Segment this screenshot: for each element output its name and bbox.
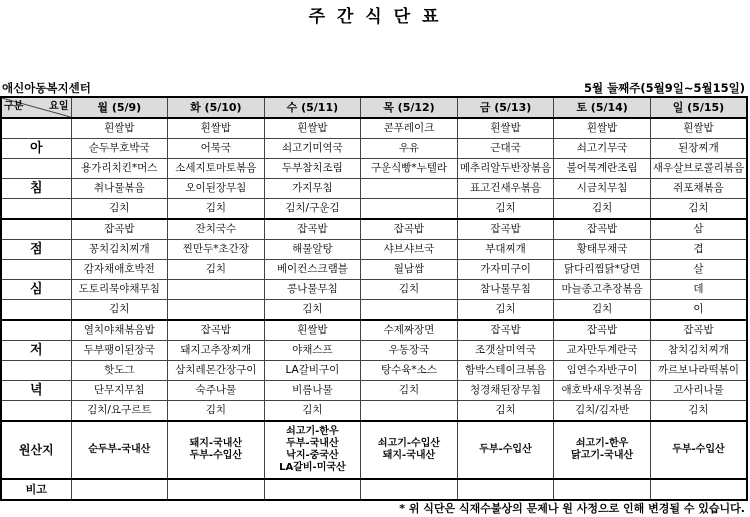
yoil-label: 요일 (49, 101, 69, 112)
origin-cell (554, 421, 651, 479)
menu-cell: 까르보나라떡볶이 (650, 361, 747, 381)
menu-cell: 살 (650, 260, 747, 280)
organization-name: 애신아동복지센터 (2, 81, 91, 95)
menu-cell: 데 (650, 280, 747, 300)
menu-cell: 김치/김자반 (554, 401, 651, 422)
menu-cell: 잡곡밥 (168, 320, 265, 341)
menu-cell: 우동장국 (361, 341, 458, 361)
meal-row (1, 401, 747, 422)
dinner-label-cell (1, 401, 71, 422)
menu-cell: 두부참치조림 (264, 159, 361, 179)
note-cell (457, 479, 554, 500)
day-header: 목 (5/12) (361, 97, 458, 118)
menu-cell: 소세지토마토볶음 (168, 159, 265, 179)
menu-cell: 야채스프 (264, 341, 361, 361)
meal-row (1, 240, 747, 260)
menu-cell: 표고건새우볶음 (457, 179, 554, 199)
origin-line: 두부-수입산 (672, 444, 725, 455)
note-cell (361, 479, 458, 500)
day-header: 토 (5/14) (554, 97, 651, 118)
meal-row (1, 118, 747, 139)
menu-cell: 애호박새우젓볶음 (554, 381, 651, 401)
origin-line: 쇠고기-한우 (575, 438, 629, 449)
lunch-label-bottom: 심 (1, 280, 71, 300)
origin-line: LA갈비-미국산 (279, 462, 346, 473)
menu-cell: 흰쌀밥 (650, 118, 747, 139)
origin-line: 닭고기-국내산 (571, 450, 634, 461)
menu-cell: 잡곡밥 (554, 219, 651, 240)
menu-cell: 찐만두*초간장 (168, 240, 265, 260)
menu-cell (168, 300, 265, 321)
origin-cell (264, 421, 361, 479)
menu-cell: 단무지무침 (71, 381, 168, 401)
menu-cell: 구운식빵*누텔라 (361, 159, 458, 179)
menu-cell: 김치 (457, 401, 554, 422)
day-header: 화 (5/10) (168, 97, 265, 118)
menu-cell (361, 179, 458, 199)
menu-cell: 감자채애호박전 (71, 260, 168, 280)
menu-cell: 청경채된장무침 (457, 381, 554, 401)
origin-line: 두부-수입산 (479, 444, 532, 455)
menu-cell: 도토리묵야채무침 (71, 280, 168, 300)
menu-cell: 오이된장무침 (168, 179, 265, 199)
day-header: 월 (5/9) (71, 97, 168, 118)
breakfast-label-cell (1, 199, 71, 220)
menu-cell: 김치 (457, 199, 554, 220)
menu-cell: 잡곡밥 (554, 320, 651, 341)
menu-cell: 닭다리찜닭*당면 (554, 260, 651, 280)
menu-cell: 해물알탕 (264, 240, 361, 260)
menu-cell: 잡곡밥 (361, 219, 458, 240)
menu-cell: 잡곡밥 (71, 219, 168, 240)
menu-cell: 교자만두계란국 (554, 341, 651, 361)
footer-note: * 위 식단은 식재수불상의 문제나 원 사정으로 인해 변경될 수 있습니다. (399, 502, 745, 515)
menu-cell: 잡곡밥 (650, 320, 747, 341)
menu-cell: 김치 (650, 199, 747, 220)
day-header: 금 (5/13) (457, 97, 554, 118)
origin-line: 돼지-국내산 (382, 450, 436, 461)
breakfast-label-top: 아 (1, 139, 71, 159)
meal-row (1, 300, 747, 321)
menu-cell: 쥐포채볶음 (650, 179, 747, 199)
menu-cell: 김치 (361, 280, 458, 300)
menu-cell: 김치 (457, 300, 554, 321)
dinner-label-cell (1, 320, 71, 341)
menu-cell: 김치 (554, 300, 651, 321)
menu-cell: 임연수자반구이 (554, 361, 651, 381)
lunch-label-cell (1, 219, 71, 240)
meal-row (1, 219, 747, 240)
origin-line: 순두부-국내산 (88, 444, 151, 455)
note-cell (264, 479, 361, 500)
menu-cell: 황태무채국 (554, 240, 651, 260)
menu-cell: 우유 (361, 139, 458, 159)
day-header: 일 (5/15) (650, 97, 747, 118)
note-cell (71, 479, 168, 500)
menu-cell: 김치 (650, 401, 747, 422)
menu-cell: 함박스테이크볶음 (457, 361, 554, 381)
gubun-label: 구분 (4, 101, 24, 112)
menu-cell: 부대찌개 (457, 240, 554, 260)
menu-cell: 수제짜장면 (361, 320, 458, 341)
lunch-label-cell (1, 260, 71, 280)
menu-cell (361, 300, 458, 321)
note-cell (650, 479, 747, 500)
menu-cell: 시금치무침 (554, 179, 651, 199)
menu-cell: 김치 (71, 199, 168, 220)
menu-cell: 삼 (650, 219, 747, 240)
menu-cell: 마늘종고추장볶음 (554, 280, 651, 300)
menu-cell: 어묵국 (168, 139, 265, 159)
meal-row (1, 320, 747, 341)
menu-cell: 숙주나물 (168, 381, 265, 401)
menu-cell: 취나물볶음 (71, 179, 168, 199)
menu-cell: 두부팽이된장국 (71, 341, 168, 361)
menu-cell: LA갈비구이 (264, 361, 361, 381)
menu-cell: 김치 (168, 401, 265, 422)
menu-cell: 흰쌀밥 (554, 118, 651, 139)
lunch-label-cell (1, 300, 71, 321)
menu-cell: 콘푸레이크 (361, 118, 458, 139)
menu-cell: 새우살브로콜리볶음 (650, 159, 747, 179)
menu-cell: 메추리알두반장볶음 (457, 159, 554, 179)
menu-cell: 탕수육*소스 (361, 361, 458, 381)
origin-line: 쇠고기-한우 (286, 426, 339, 437)
menu-cell: 용가리치킨*머스 (71, 159, 168, 179)
note-cell (168, 479, 265, 500)
menu-cell: 잡곡밥 (457, 219, 554, 240)
menu-cell: 가자미구이 (457, 260, 554, 280)
menu-cell: 잔치국수 (168, 219, 265, 240)
meal-row (1, 361, 747, 381)
menu-cell: 김치 (264, 300, 361, 321)
week-range: 5월 둘째주(5월9일~5월15일) (583, 81, 745, 95)
origin-line: 쇠고기-수입산 (377, 438, 441, 449)
origin-cell (650, 421, 747, 479)
menu-cell: 샤브샤브국 (361, 240, 458, 260)
breakfast-label-bottom: 침 (1, 179, 71, 199)
menu-cell: 베이컨스크램블 (264, 260, 361, 280)
menu-cell: 꽁치김치찌개 (71, 240, 168, 260)
breakfast-label-cell (1, 159, 71, 179)
menu-cell: 참치김치찌개 (650, 341, 747, 361)
menu-cell: 참나물무침 (457, 280, 554, 300)
menu-cell: 잡곡밥 (457, 320, 554, 341)
menu-cell: 월남쌈 (361, 260, 458, 280)
meal-row (1, 341, 747, 361)
meal-row (1, 179, 747, 199)
menu-table (0, 96, 748, 501)
origin-line: 두부-수입산 (189, 450, 243, 461)
menu-cell: 겹 (650, 240, 747, 260)
menu-cell: 김치/요구르트 (71, 401, 168, 422)
menu-cell: 흰쌀밥 (457, 118, 554, 139)
menu-cell: 김치 (168, 199, 265, 220)
menu-cell: 순두부호박국 (71, 139, 168, 159)
menu-cell: 김치/구운김 (264, 199, 361, 220)
dinner-label-cell (1, 361, 71, 381)
note-row (1, 479, 747, 500)
menu-cell: 고사리나물 (650, 381, 747, 401)
lunch-label-top: 점 (1, 240, 71, 260)
menu-cell (361, 199, 458, 220)
dinner-label-top: 저 (1, 341, 71, 361)
meal-row (1, 159, 747, 179)
menu-cell: 쇠고기미역국 (264, 139, 361, 159)
origin-cell (71, 421, 168, 479)
origin-line: 두부-국내산 (286, 438, 339, 449)
menu-cell: 쇠고기무국 (554, 139, 651, 159)
note-cell (554, 479, 651, 500)
menu-cell: 열치야채볶음밥 (71, 320, 168, 341)
meal-row (1, 139, 747, 159)
menu-cell: 근대국 (457, 139, 554, 159)
menu-cell: 김치 (361, 381, 458, 401)
meal-row (1, 280, 747, 300)
menu-cell: 흰쌀밥 (264, 118, 361, 139)
origin-line: 낙지-중국산 (286, 450, 339, 461)
menu-cell: 김치 (264, 401, 361, 422)
corner-header (1, 97, 71, 118)
menu-cell: 김치 (168, 260, 265, 280)
menu-cell: 흰쌀밥 (71, 118, 168, 139)
origin-cell (457, 421, 554, 479)
menu-cell (168, 280, 265, 300)
menu-cell: 핫도그 (71, 361, 168, 381)
menu-cell: 흰쌀밥 (264, 320, 361, 341)
breakfast-label-cell (1, 118, 71, 139)
menu-cell: 김치 (71, 300, 168, 321)
menu-cell: 가지무침 (264, 179, 361, 199)
origin-cell (168, 421, 265, 479)
dinner-label-bottom: 녁 (1, 381, 71, 401)
menu-cell: 된장찌개 (650, 139, 747, 159)
menu-cell: 돼지고추장찌개 (168, 341, 265, 361)
menu-cell: 불어묵계란조림 (554, 159, 651, 179)
day-header: 수 (5/11) (264, 97, 361, 118)
menu-cell: 잡곡밥 (264, 219, 361, 240)
menu-cell: 김치 (554, 199, 651, 220)
menu-cell: 삼치레몬간장구이 (168, 361, 265, 381)
meal-row (1, 260, 747, 280)
menu-cell: 흰쌀밥 (168, 118, 265, 139)
menu-cell: 콩나물무침 (264, 280, 361, 300)
menu-cell (361, 401, 458, 422)
origin-line: 돼지-국내산 (189, 438, 243, 449)
origin-label: 원산지 (1, 421, 71, 479)
menu-cell: 이 (650, 300, 747, 321)
meal-row (1, 381, 747, 401)
meal-row (1, 199, 747, 220)
page-title: 주 간 식 단 표 (308, 7, 442, 27)
menu-cell: 비름나물 (264, 381, 361, 401)
note-label: 비고 (1, 479, 71, 500)
origin-cell (361, 421, 458, 479)
origin-row (1, 421, 747, 479)
menu-cell: 조갯살미역국 (457, 341, 554, 361)
